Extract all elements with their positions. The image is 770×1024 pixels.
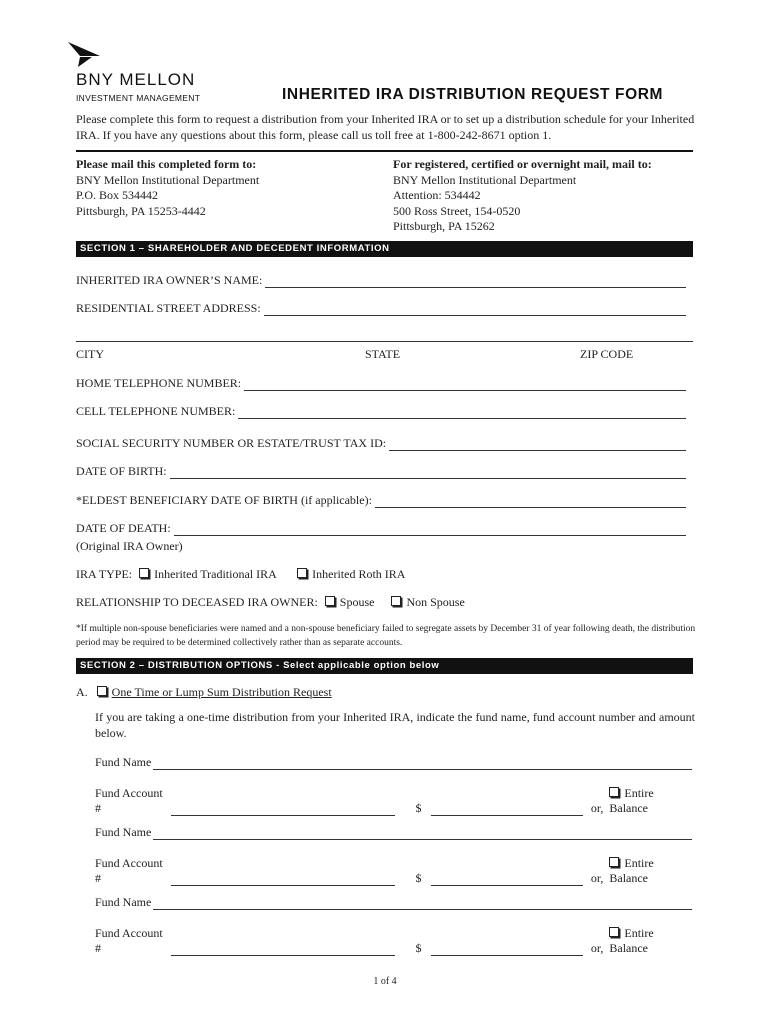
form-title: INHERITED IRA DISTRIBUTION REQUEST FORM <box>282 86 664 103</box>
dob-label: DATE OF BIRTH: <box>76 464 167 478</box>
checkbox-icon[interactable] <box>97 686 107 696</box>
amount-input-line[interactable] <box>431 804 582 816</box>
entire-balance-label: Entire Balance <box>609 786 654 815</box>
dollar-sign: $ <box>415 871 422 885</box>
city-label: CITY <box>76 347 104 361</box>
overnight-mail-line: 500 Ross Street, 154-0520 <box>393 203 521 218</box>
home-phone-label: HOME TELEPHONE NUMBER: <box>76 376 242 390</box>
overnight-mail-address <box>393 157 693 235</box>
overnight-mail-heading: For registered, certified or overnight mail, mail to: <box>393 157 652 171</box>
ira-type-roth-label: Inherited Roth IRA <box>312 567 406 581</box>
amount-input-line[interactable] <box>431 874 582 886</box>
fund-account-label: Fund Account # <box>95 926 163 955</box>
beneficiary-footnote: *If multiple non-spouse beneficiaries were named and a non-spouse beneficiary failed to segregate assets by December 31 of year following death, the distribution period may be required to be determined collectively rather than as separate accounts. <box>76 624 696 648</box>
ira-type-label: IRA TYPE: <box>76 567 133 581</box>
fund-account-input-line[interactable] <box>171 804 395 816</box>
amount-input-line[interactable] <box>431 944 582 956</box>
city-state-zip-input-line[interactable] <box>76 341 693 342</box>
entire-balance-label: Entire Balance <box>609 926 654 955</box>
regular-mail-line: Pittsburgh, PA 15253-4442 <box>76 203 206 218</box>
or-label: or, <box>590 941 604 955</box>
fund-account-input-line[interactable] <box>171 874 395 886</box>
regular-mail-line: P.O. Box 534442 <box>76 188 159 202</box>
checkbox-icon[interactable] <box>609 857 619 867</box>
street-address-input-line[interactable] <box>264 304 686 316</box>
fund-account-row <box>95 786 695 816</box>
ira-type-traditional-label: Inherited Traditional IRA <box>154 567 277 581</box>
or-label: or, <box>590 871 604 885</box>
dollar-sign: $ <box>415 801 422 815</box>
eldest-dob-field[interactable] <box>76 493 686 508</box>
owner-name-field[interactable] <box>76 273 686 288</box>
entire-balance-option[interactable] <box>609 786 695 816</box>
state-label: STATE <box>365 347 401 361</box>
checkbox-icon[interactable] <box>139 568 149 578</box>
overnight-mail-line: Pittsburgh, PA 15262 <box>393 219 495 233</box>
option-a-letter: A. <box>76 685 88 699</box>
home-phone-field[interactable] <box>76 376 686 391</box>
section2-header: SECTION 2 – DISTRIBUTION OPTIONS - Select applicable option below <box>76 658 693 674</box>
relationship-spouse-label: Spouse <box>339 595 375 609</box>
entire-balance-option[interactable] <box>609 856 695 886</box>
fund-account-row <box>95 926 695 956</box>
brand-subtitle: INVESTMENT MANAGEMENT <box>76 93 201 103</box>
intro-text: Please complete this form to request a distribution from your Inherited IRA or to set up a distribution schedule for your Inherited IRA. If you have any questions about this form, please call us toll free at 1-800-242-8671 option 1. <box>76 112 695 142</box>
brand-name: BNY MELLON <box>76 70 196 89</box>
fund-account-label: Fund Account # <box>95 786 163 815</box>
ira-type-row <box>76 567 405 582</box>
relationship-spouse-option[interactable] <box>325 595 375 609</box>
bny-mellon-logo-icon <box>66 40 102 68</box>
regular-mail-address <box>76 157 376 219</box>
fund-name-label: Fund Name <box>95 755 152 769</box>
fund-account-row <box>95 856 695 886</box>
ssn-field[interactable] <box>76 436 686 451</box>
fund-name-input-line[interactable] <box>153 828 692 840</box>
fund-name-field[interactable] <box>95 895 692 910</box>
checkbox-icon[interactable] <box>325 596 335 606</box>
dollar-sign: $ <box>415 941 422 955</box>
ssn-label: SOCIAL SECURITY NUMBER OR ESTATE/TRUST TAX ID: <box>76 436 387 450</box>
fund-name-field[interactable] <box>95 755 692 770</box>
relationship-non-spouse-option[interactable] <box>391 595 464 609</box>
fund-name-field[interactable] <box>95 825 692 840</box>
entire-balance-label: Entire Balance <box>609 856 654 885</box>
regular-mail-line: BNY Mellon Institutional Department <box>76 172 260 187</box>
eldest-dob-label: *ELDEST BENEFICIARY DATE OF BIRTH (if applicable): <box>76 493 372 507</box>
section1-header: SECTION 1 – SHAREHOLDER AND DECEDENT INFORMATION <box>76 241 693 257</box>
home-phone-input-line[interactable] <box>244 379 686 391</box>
relationship-row <box>76 595 465 610</box>
eldest-dob-input-line[interactable] <box>375 496 686 508</box>
dob-input-line[interactable] <box>170 467 686 479</box>
fund-account-input-line[interactable] <box>171 944 395 956</box>
checkbox-icon[interactable] <box>391 596 401 606</box>
dod-field[interactable] <box>76 521 686 536</box>
checkbox-icon[interactable] <box>609 787 619 797</box>
cell-phone-field[interactable] <box>76 404 686 419</box>
dod-input-line[interactable] <box>174 524 686 536</box>
owner-name-label: INHERITED IRA OWNER’S NAME: <box>76 273 263 287</box>
dod-label: DATE OF DEATH: <box>76 521 171 535</box>
header-rule <box>76 150 693 152</box>
checkbox-icon[interactable] <box>297 568 307 578</box>
checkbox-icon[interactable] <box>609 927 619 937</box>
relationship-non-spouse-label: Non Spouse <box>406 595 465 609</box>
or-label: or, <box>590 801 604 815</box>
option-a-label: One Time or Lump Sum Distribution Request <box>111 685 332 699</box>
street-address-label: RESIDENTIAL STREET ADDRESS: <box>76 301 261 315</box>
overnight-mail-line: Attention: 534442 <box>393 188 481 202</box>
dob-field[interactable] <box>76 464 686 479</box>
cell-phone-input-line[interactable] <box>238 407 686 419</box>
regular-mail-heading: Please mail this completed form to: <box>76 157 257 171</box>
owner-name-input-line[interactable] <box>265 276 686 288</box>
option-a-description: If you are taking a one-time distribution from your Inherited IRA, indicate the fund name, fund account number and amount below. <box>95 710 695 740</box>
fund-name-label: Fund Name <box>95 825 152 839</box>
ira-type-roth-option[interactable] <box>297 567 405 581</box>
zip-code-label: ZIP CODE <box>580 347 634 361</box>
fund-name-label: Fund Name <box>95 895 152 909</box>
overnight-mail-line: BNY Mellon Institutional Department <box>393 172 577 187</box>
fund-account-label: Fund Account # <box>95 856 163 885</box>
fund-name-input-line[interactable] <box>153 758 692 770</box>
cell-phone-label: CELL TELEPHONE NUMBER: <box>76 404 236 418</box>
entire-balance-option[interactable] <box>609 926 695 956</box>
ssn-input-line[interactable] <box>389 439 686 451</box>
ira-type-traditional-option[interactable] <box>139 567 276 581</box>
relationship-label: RELATIONSHIP TO DECEASED IRA OWNER: <box>76 595 318 609</box>
page-number: 1 of 4 <box>373 976 397 987</box>
option-a-row[interactable] <box>76 685 332 700</box>
street-address-field[interactable] <box>76 301 686 316</box>
dod-note: (Original IRA Owner) <box>76 539 183 553</box>
fund-name-input-line[interactable] <box>153 898 692 910</box>
